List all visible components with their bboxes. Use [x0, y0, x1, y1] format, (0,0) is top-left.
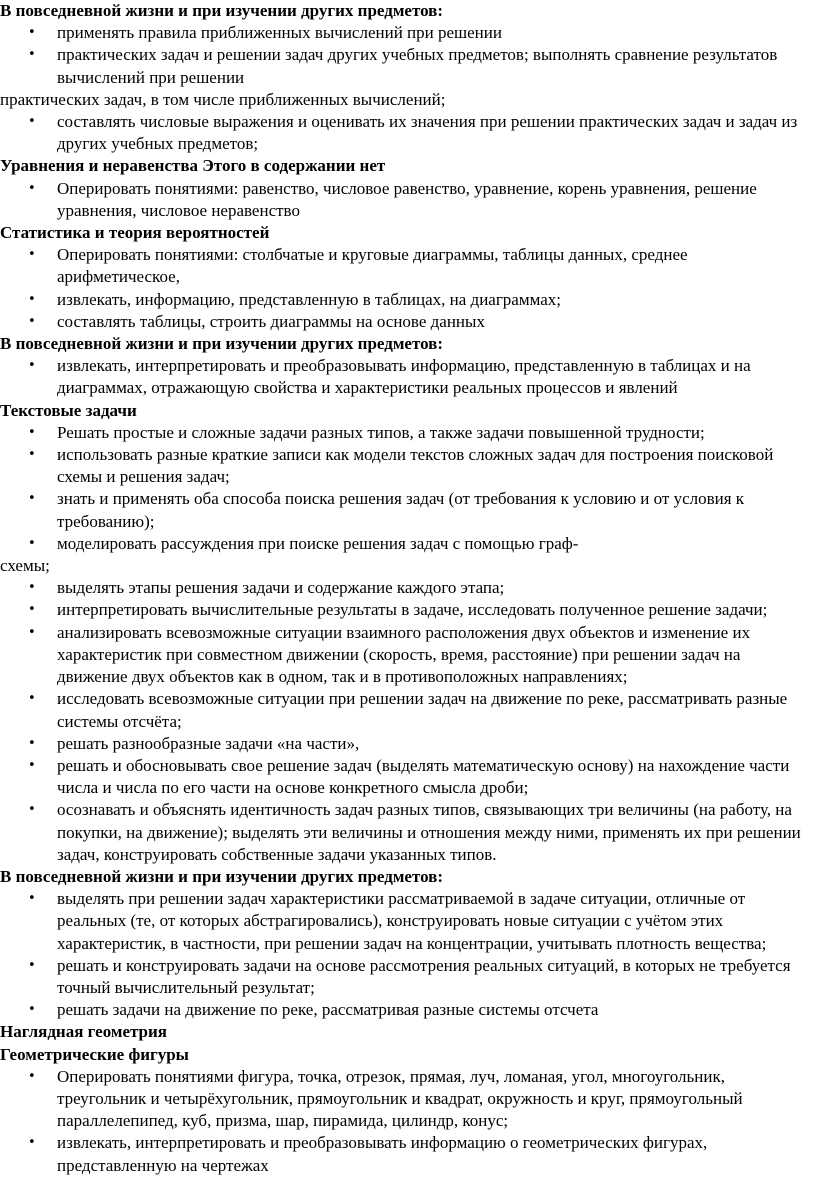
section-heading-everyday-2: В повседневной жизни и при изучении других предметов:: [0, 334, 443, 354]
bullet-list-word-problems-b: [0, 577, 812, 866]
section-heading-visual-geometry: Наглядная геометрия: [0, 1022, 168, 1042]
bullet-list-word-problems: [0, 422, 812, 555]
section-heading-everyday-1: В повседневной жизни и при изучении других предметов:: [0, 1, 443, 20]
list-item: • решать разнообразные задачи «на части»,: [0, 733, 812, 755]
list-item: • знать и применять оба способа поиска решения задач (от требования к условию и от условия к требованию);: [0, 488, 812, 532]
list-item: • интерпретировать вычислительные результаты в задаче, исследовать полученное решение задачи;: [0, 599, 812, 621]
list-item: • использовать разные краткие записи как модели текстов сложных задач для построения поисковой схемы и решения задач;: [0, 444, 812, 488]
list-item: • моделировать рассуждения при поиске решения задач с помощью граф-: [0, 533, 812, 555]
bullet-list-everyday-1: [0, 22, 812, 89]
bullet-list-equations: [0, 178, 812, 222]
list-item: • составлять числовые выражения и оценивать их значения при решении практических задач и задач из других учебных предметов;: [0, 111, 812, 155]
section-heading-everyday-3: В повседневной жизни и при изучении других предметов:: [0, 866, 443, 886]
bullet-list-everyday-3: [0, 888, 812, 1021]
list-item: • применять правила приближенных вычислений при решении: [0, 22, 812, 44]
section-heading-statistics: Статистика и теория вероятностей: [0, 223, 270, 243]
bullet-list-everyday-2: [0, 355, 812, 399]
list-item: • составлять таблицы, строить диаграммы на основе данных: [0, 311, 812, 333]
paragraph: схемы;: [0, 556, 50, 576]
list-item: • Оперировать понятиями: равенство, числовое равенство, уравнение, корень уравнения, решение уравнения, числовое неравенство: [0, 178, 812, 222]
list-item: • Оперировать понятиями: столбчатые и круговые диаграммы, таблицы данных, среднее арифметическое,: [0, 244, 812, 288]
list-item: • решать и конструировать задачи на основе рассмотрения реальных ситуаций, в которых не требуется точный вычислительный результат;: [0, 955, 812, 999]
section-heading-equations: Уравнения и неравенства Этого в содержании нет: [0, 156, 386, 176]
list-item: • извлекать, информацию, представленную в таблицах, на диаграммах;: [0, 289, 812, 311]
list-item: • практических задач и решении задач других учебных предметов; выполнять сравнение результатов вычислений при решении: [0, 44, 812, 88]
list-item: • решать и обосновывать свое решение задач (выделять математическую основу) на нахождение части числа и числа по его части на основе конкретного смысла дроби;: [0, 755, 812, 799]
bullet-list-everyday-1b: [0, 111, 812, 155]
list-item: • Решать простые и сложные задачи разных типов, а также задачи повышенной трудности;: [0, 422, 812, 444]
list-item: • извлекать, интерпретировать и преобразовывать информацию, представленную в таблицах и на диаграммах, отражающую свойства и характеристики реальных процессов и явлений: [0, 355, 812, 399]
list-item: • Оперировать понятиями фигура, точка, отрезок, прямая, луч, ломаная, угол, многоугольник, треугольник и четырёхугольник, прямоугольник и квадрат, окружность и круг, прямоугольный параллелепипед, куб, призма, шар, пирамида, цилиндр, конус;: [0, 1066, 812, 1133]
list-item: • выделять этапы решения задачи и содержание каждого этапа;: [0, 577, 812, 599]
bullet-list-geometric-figures: [0, 1066, 812, 1177]
bullet-list-statistics: [0, 244, 812, 333]
paragraph: практических задач, в том числе приближенных вычислений;: [0, 89, 446, 109]
list-item: • осознавать и объяснять идентичность задач разных типов, связывающих три величины (на работу, на покупки, на движение); выделять эти величины и отношения между ними, применять их при решении задач, конструировать собственные задачи указанных типов.: [0, 799, 812, 866]
list-item: • решать задачи на движение по реке, рассматривая разные системы отсчета: [0, 999, 812, 1021]
list-item: • выделять при решении задач характеристики рассматриваемой в задаче ситуации, отличные от реальных (те, от которых абстрагировались), конструировать новые ситуации с учётом этих характеристик, в частности, при решении задач на концентрации, учитывать плотность вещества;: [0, 888, 812, 955]
section-heading-word-problems: Текстовые задачи: [0, 400, 137, 420]
list-item: • исследовать всевозможные ситуации при решении задач на движение по реке, рассматривать разные системы отсчёта;: [0, 688, 812, 732]
list-item: • анализировать всевозможные ситуации взаимного расположения двух объектов и изменение их характеристик при совместном движении (скорость, время, расстояние) при решении задач на движение двух объектов как в одном, так и в противоположных направлениях;: [0, 622, 812, 689]
list-item: • извлекать, интерпретировать и преобразовывать информацию о геометрических фигурах, представленную на чертежах: [0, 1132, 812, 1176]
section-heading-geometric-figures: Геометрические фигуры: [0, 1044, 189, 1064]
